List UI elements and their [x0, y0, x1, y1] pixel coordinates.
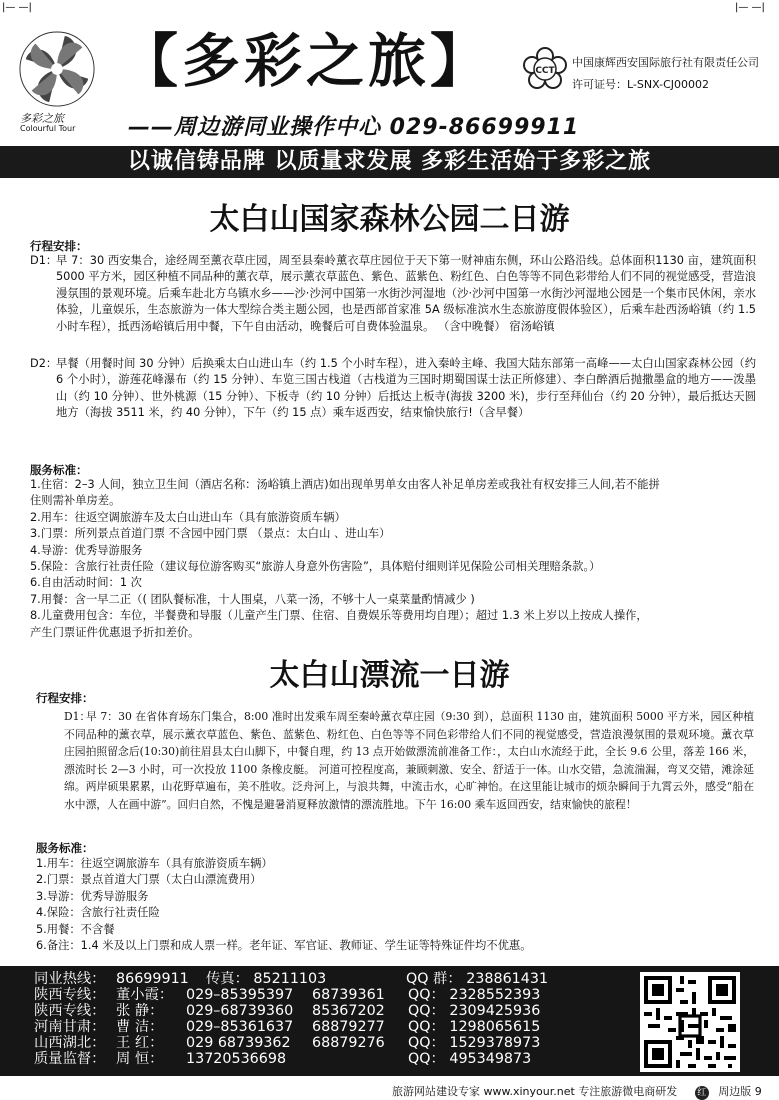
contact-label: 质量监督：	[34, 1051, 106, 1067]
cct-label: CCT	[535, 66, 555, 76]
tour1-d2-label: D2：	[30, 357, 58, 370]
tour2-service-heading: 服务标准：	[36, 841, 94, 855]
contact-name: 86699911	[116, 971, 189, 987]
contact-phone: 029–68739360	[186, 1003, 294, 1019]
contact-extra: 68739361	[312, 987, 385, 1003]
contact-label: 同业热线：	[34, 971, 106, 987]
contact-phone: 029–85395397	[186, 987, 294, 1003]
contact-row	[34, 1020, 540, 1036]
contact-name: 曹 洁：	[116, 1019, 164, 1035]
contact-name: 周 恒：	[116, 1051, 164, 1067]
contact-row	[34, 1004, 540, 1020]
edition-badge: 红	[695, 1086, 709, 1100]
tour1-service-item: 1.住宿：2–3 人间，独立卫生间（酒店名称：汤峪镇上酒店)如出现单男单女由客人补足单房差或我社有权安排三人间,若不能拼	[30, 478, 660, 491]
tour2-service-item: 5.用餐：不含餐	[36, 922, 115, 936]
tour2-day1-text: 早 7：30 在省体育场东门集合，8:00 准时出发乘车周至秦岭薰衣草庄园（9:30 到），总面积 1130 亩，建筑面积 5000 平方米，园区种植不同品种的薰衣草，展示薰衣草蓝色、紫色、蓝紫色、粉红色、白色等等不同色彩带给人们不同的视觉感受，营造浪漫氛围的景观环境。薰衣草庄园拍照留念后(10:30)前往眉县太白山脚下，中餐自理，约 13 点开始做漂流前准备工作：，太白山水流经于此，全长 9.6 公里，落差 166 米，漂流时长 2—3 小时，可一次投放 1100 条橡皮艇。 河道可控程度高，兼顾刺激、安全、舒适于一体。山水交错，急流湍漏，弯叉交错，滩涂延绵。两岸硕果累累，山花野草遍布，美不胜收。泛舟河上，与浪共舞，中流击水，心旷神怡。在这里能让城市的烦杂瞬间于九霄云外，感受“船在水中漂，人在画中游”。回归自然，不愧是避暑消夏释放激情的漂流胜地。下午 16:00 乘车返回西安，结束愉快的旅程！	[64, 710, 754, 811]
tour2-service-item: 6.备注：1.4 米及以上门票和成人票一样。老年证、军官证、教师证、学生证等特殊证件均不优惠。	[36, 939, 532, 953]
contact-qq: QQ： 2309425936	[408, 1003, 541, 1019]
contact-row	[34, 988, 540, 1004]
contact-row	[34, 1036, 540, 1052]
tour1-service-item: 4.导游：优秀导游服务	[30, 543, 143, 557]
contact-label: 陕西专线：	[34, 987, 106, 1003]
contact-label: 河南甘肃：	[34, 1019, 106, 1035]
tour1-d1-label: D1：	[30, 254, 58, 267]
tour2-service-item: 2.门票：景点首道大门票（太白山漂流费用）	[36, 873, 262, 887]
logo-chinese: 多彩之旅	[20, 112, 64, 125]
contact-qq: QQ 群： 238861431	[406, 971, 549, 987]
contact-qq: QQ： 495349873	[408, 1051, 532, 1067]
tour2-d1-label: D1：	[64, 710, 91, 723]
company-name: 中国康辉西安国际旅行社有限责任公司	[572, 56, 759, 69]
tour2-service-item: 3.导游：优秀导游服务	[36, 889, 149, 903]
tour1-service-heading: 服务标准：	[30, 463, 88, 477]
tour1-day2-text: 早餐（用餐时间 30 分钟）后换乘太白山进山车（约 1.5 个小时车程），进入秦岭主峰、我国大陆东部第一高峰——太白山国家森林公园（约 6 个小时），游莲花峰瀑布（约 15 分钟）、车览三国古栈道（古栈道为三国时期蜀国谋士法正所修建）、李白醉酒后抛撒墨盒的地方——泼墨山（约 10 分钟）、世外桃源（15 分钟）、下板寺（约 10 分钟）后抵达上板寺(海拔 3200 米)，步行至拜仙台（约 20 分钟），最后抵达天圆地方（海拔 3511 米，约 40 分钟），下午（约 15 点）乘车返西安，结束愉快旅行!（含早餐）	[56, 357, 756, 420]
contact-qq: QQ： 1298065615	[408, 1019, 541, 1035]
logo-english: Colourful Tour	[20, 124, 76, 133]
contact-phone: 13720536698	[186, 1051, 287, 1067]
contact-name: 王 红：	[116, 1035, 164, 1051]
page-number: 周边版 9	[718, 1085, 762, 1098]
tour1-service-list	[30, 477, 760, 641]
header	[0, 18, 779, 148]
contact-qq: QQ： 2328552393	[408, 987, 541, 1003]
tour2-title: 太白山漂流一日游	[269, 658, 510, 693]
tour1-service-item: 3.门票：所列景点首道门票 不含园中园门票 （景点：太白山 、进山车）	[30, 527, 391, 541]
tour1-service-item: 8.儿童费用包含：车位，半餐费和导服（儿童产生门票、住宿、自费娱乐等费用均自理）；超过 1.3 米上岁以上按成人操作，	[30, 609, 648, 623]
qr-code-icon	[640, 972, 740, 1072]
tour1-service-item: 7.用餐：含一早二正（( 团队餐标准，十人围桌，八菜一汤，不够十人一桌菜量酌情减少 )	[30, 592, 475, 606]
tour1-service-item: 5.保险：含旅行社责任险（建议每位游客购买“旅游人身意外伤害险”，具体赔付细则详见保险公司相关理赔条款。）	[30, 560, 601, 574]
tour1-day1-text: 早 7：30 西安集合，途经周至薰衣草庄园，周至县秦岭薰衣草庄园位于天下第一财神庙东侧，环山公路沿线。总体面积1130 亩，建筑面积 5000 平方米，园区种植不同品种的薰衣草，展示薰衣草蓝色、紫色、蓝紫色、粉红色、白色等等不同色彩带给人们不同的视觉感受，营造浪漫氛围的景观环境。后乘车赴北方乌镇水乡——沙·沙河中国第一水街沙河湿地（沙·沙河中国第一水街沙河湿地公园是一个集市民休闲，亲水体验，儿童娱乐，生态旅游为一体大型综合类主题公园，也是西部首家准 5A 级标准滨水生态旅游度假体验区），后乘车赴西汤峪镇（约 1.5 小时车程），抵西汤峪镇后用中餐，下午自由活动，晚餐后可自费体验温泉。 （含中晚餐） 宿汤峪镇	[56, 254, 756, 333]
tour2-service-item: 1.用车：往返空调旅游车（具有旅游资质车辆）	[36, 857, 273, 870]
cct-badge-icon	[522, 46, 568, 92]
contact-footer	[0, 966, 779, 1076]
tour2-service-list	[36, 856, 766, 954]
tour1-service-item: 产生门票证件优惠退予折扣差价。	[30, 625, 200, 639]
brand-subtitle: ——周边游同业操作中心 029-86699911	[128, 115, 580, 140]
crop-mark-top-left: |— —|	[2, 2, 32, 13]
contact-extra: 68879276	[312, 1035, 385, 1051]
tour1-service-item: 住则需补单房差。	[30, 494, 121, 508]
tour1-itinerary-heading: 行程安排：	[30, 239, 88, 253]
contact-row	[34, 972, 548, 988]
brand-title: 【多彩之旅】	[120, 27, 493, 95]
contact-label: 山西湖北：	[34, 1035, 106, 1051]
contact-row	[34, 1052, 531, 1068]
license-number: 许可证号：L-SNX-CJ00002	[572, 78, 709, 91]
footer-credit	[392, 1083, 762, 1100]
contact-phone: 029 68739362	[186, 1035, 291, 1051]
contact-qq: QQ： 1529378973	[408, 1035, 541, 1051]
contact-extra: 68879277	[312, 1019, 385, 1035]
footer-slogan: 旅游网站建设专家 www.xinyour.net 专注旅游微电商研发	[392, 1085, 678, 1098]
crop-mark-top-right: |— —|	[735, 2, 765, 13]
contact-name: 张 静：	[116, 1003, 164, 1019]
contact-phone: 传真： 85211103	[206, 971, 327, 987]
pinwheel-logo-icon	[18, 30, 96, 108]
contact-phone: 029–85361637	[186, 1019, 294, 1035]
tour2-itinerary-heading: 行程安排：	[36, 691, 94, 705]
tour2-service-item: 4.保险：含旅行社责任险	[36, 906, 160, 920]
slogan-bar: 以诚信铸品牌 以质量求发展 多彩生活始于多彩之旅	[0, 146, 779, 178]
tour1-service-item: 6.自由活动时间：1 次	[30, 576, 142, 590]
contact-label: 陕西专线：	[34, 1003, 106, 1019]
tour1-title: 太白山国家森林公园二日游	[209, 202, 570, 237]
contact-extra: 85367202	[312, 1003, 385, 1019]
tour1-service-item: 2.用车：往返空调旅游车及太白山进山车（具有旅游资质车辆）	[30, 510, 346, 524]
contact-name: 董小霞：	[116, 987, 174, 1003]
